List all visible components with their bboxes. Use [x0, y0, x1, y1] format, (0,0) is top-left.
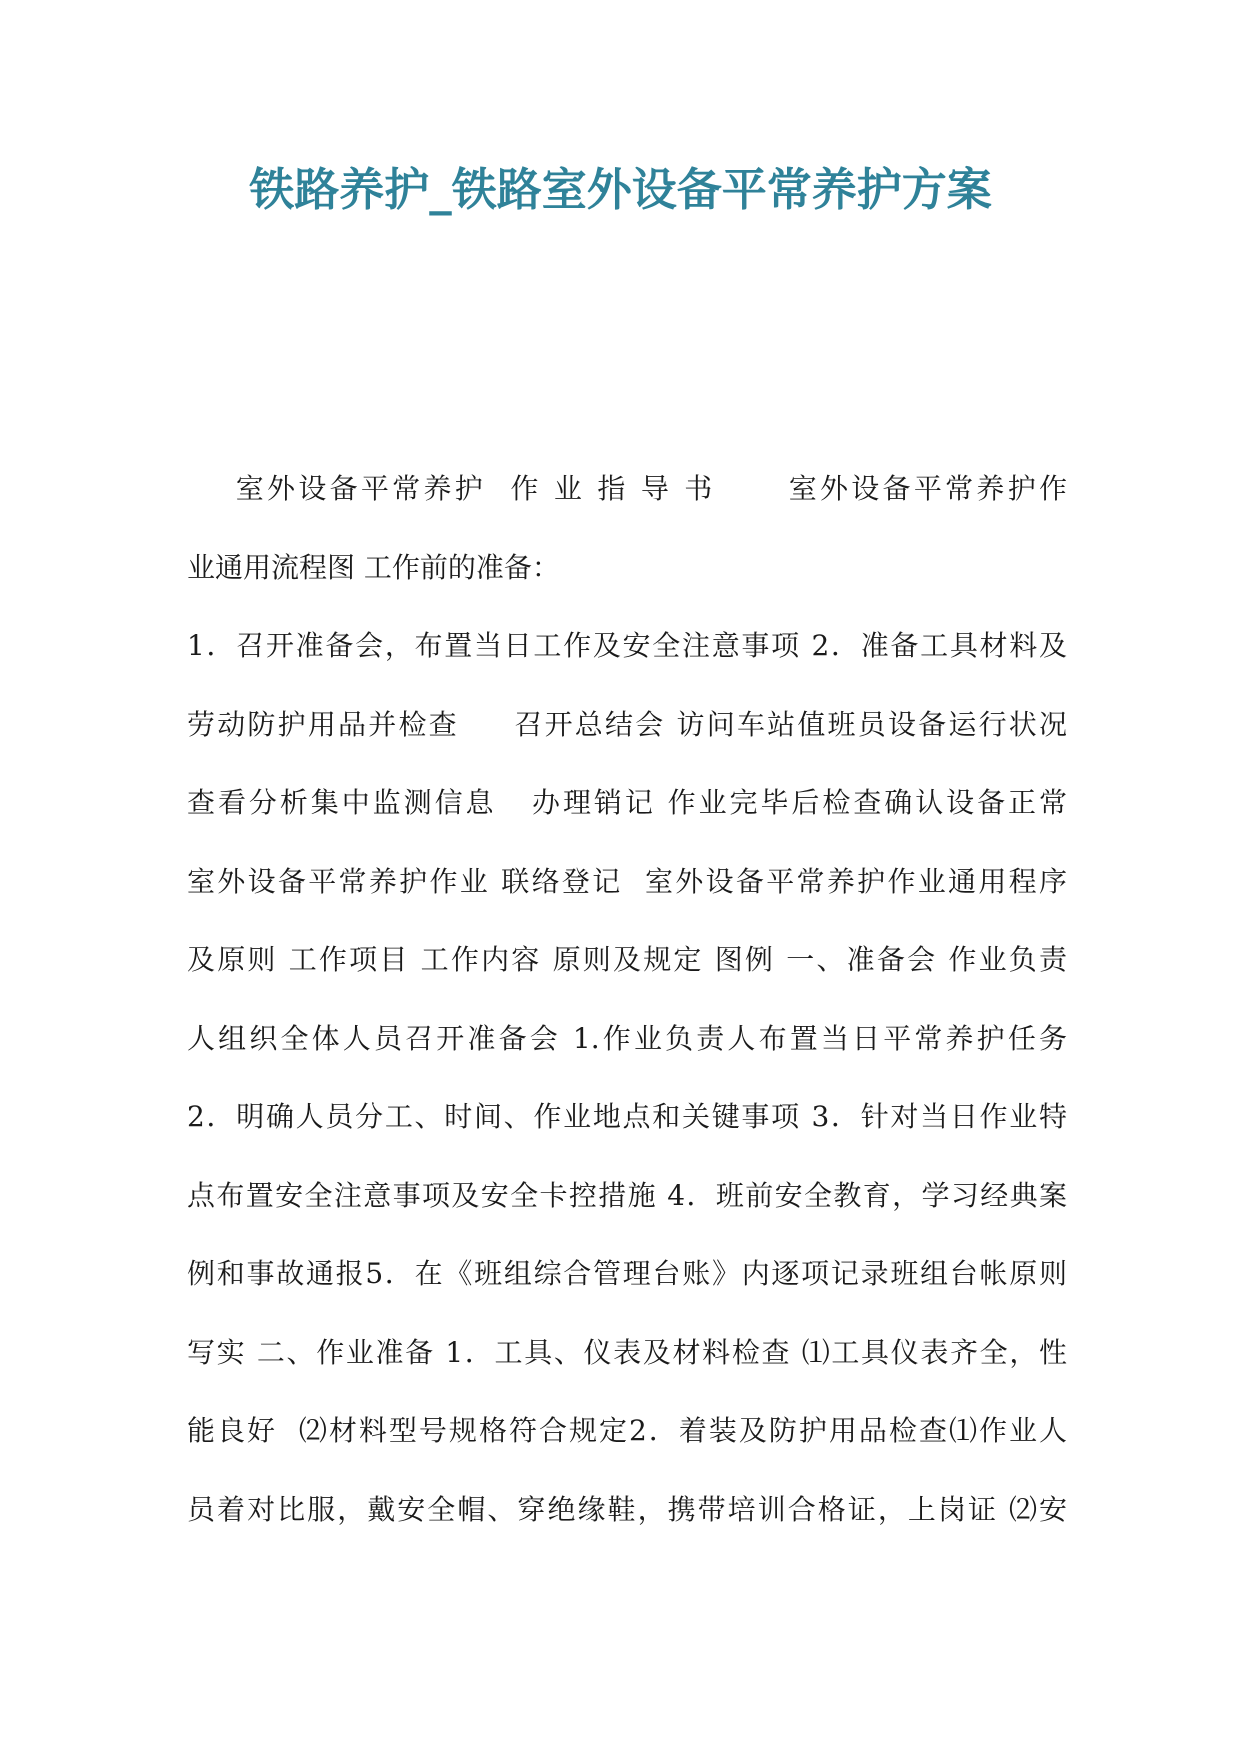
body-line: 员着对比服，戴安全帽、穿绝缘鞋，携带培训合格证，上岗证 ⑵安 — [187, 1492, 1067, 1526]
body-line: 点布置安全注意事项及安全卡控措施 4．班前安全教育，学习经典案 — [187, 1178, 1067, 1212]
body-line: 例和事故通报5．在《班组综合管理台账》内逐项记录班组台帐原则 — [187, 1257, 1067, 1290]
body-line: 劳动防护用品并检查 召开总结会 访问车站值班员设备运行状况 — [187, 707, 1067, 741]
document-body — [187, 462, 1067, 1561]
body-line: 及原则 工作项目 工作内容 原则及规定 图例 一、准备会 作业负责 — [187, 943, 1067, 976]
body-line: 写实 二、作业准备 1．工具、仪表及材料检查 ⑴工具仪表齐全，性 — [187, 1335, 1067, 1369]
body-line: 查看分析集中监测信息 办理销记 作业完毕后检查确认设备正常 — [187, 786, 1067, 819]
body-line: 业通用流程图 工作前的准备： — [187, 550, 560, 584]
body-line: 2．明确人员分工、时间、作业地点和关键事项 3．针对当日作业特 — [187, 1100, 1067, 1133]
body-line: 室外设备平常养护 作 业 指 导 书 室外设备平常养护作 — [187, 472, 1067, 505]
body-line: 1．召开准备会，布置当日工作及安全注意事项 2．准备工具材料及 — [187, 629, 1067, 662]
body-line: 人组织全体人员召开准备会 1.作业负责人布置当日平常养护任务 — [187, 1021, 1067, 1055]
body-line: 室外设备平常养护作业 联络登记 室外设备平常养护作业通用程序 — [187, 864, 1067, 898]
document-title: 铁路养护_铁路室外设备平常养护方案 — [249, 163, 992, 216]
body-line: 能良好 ⑵材料型号规格符合规定2．着装及防护用品检查⑴作业人 — [187, 1414, 1067, 1447]
